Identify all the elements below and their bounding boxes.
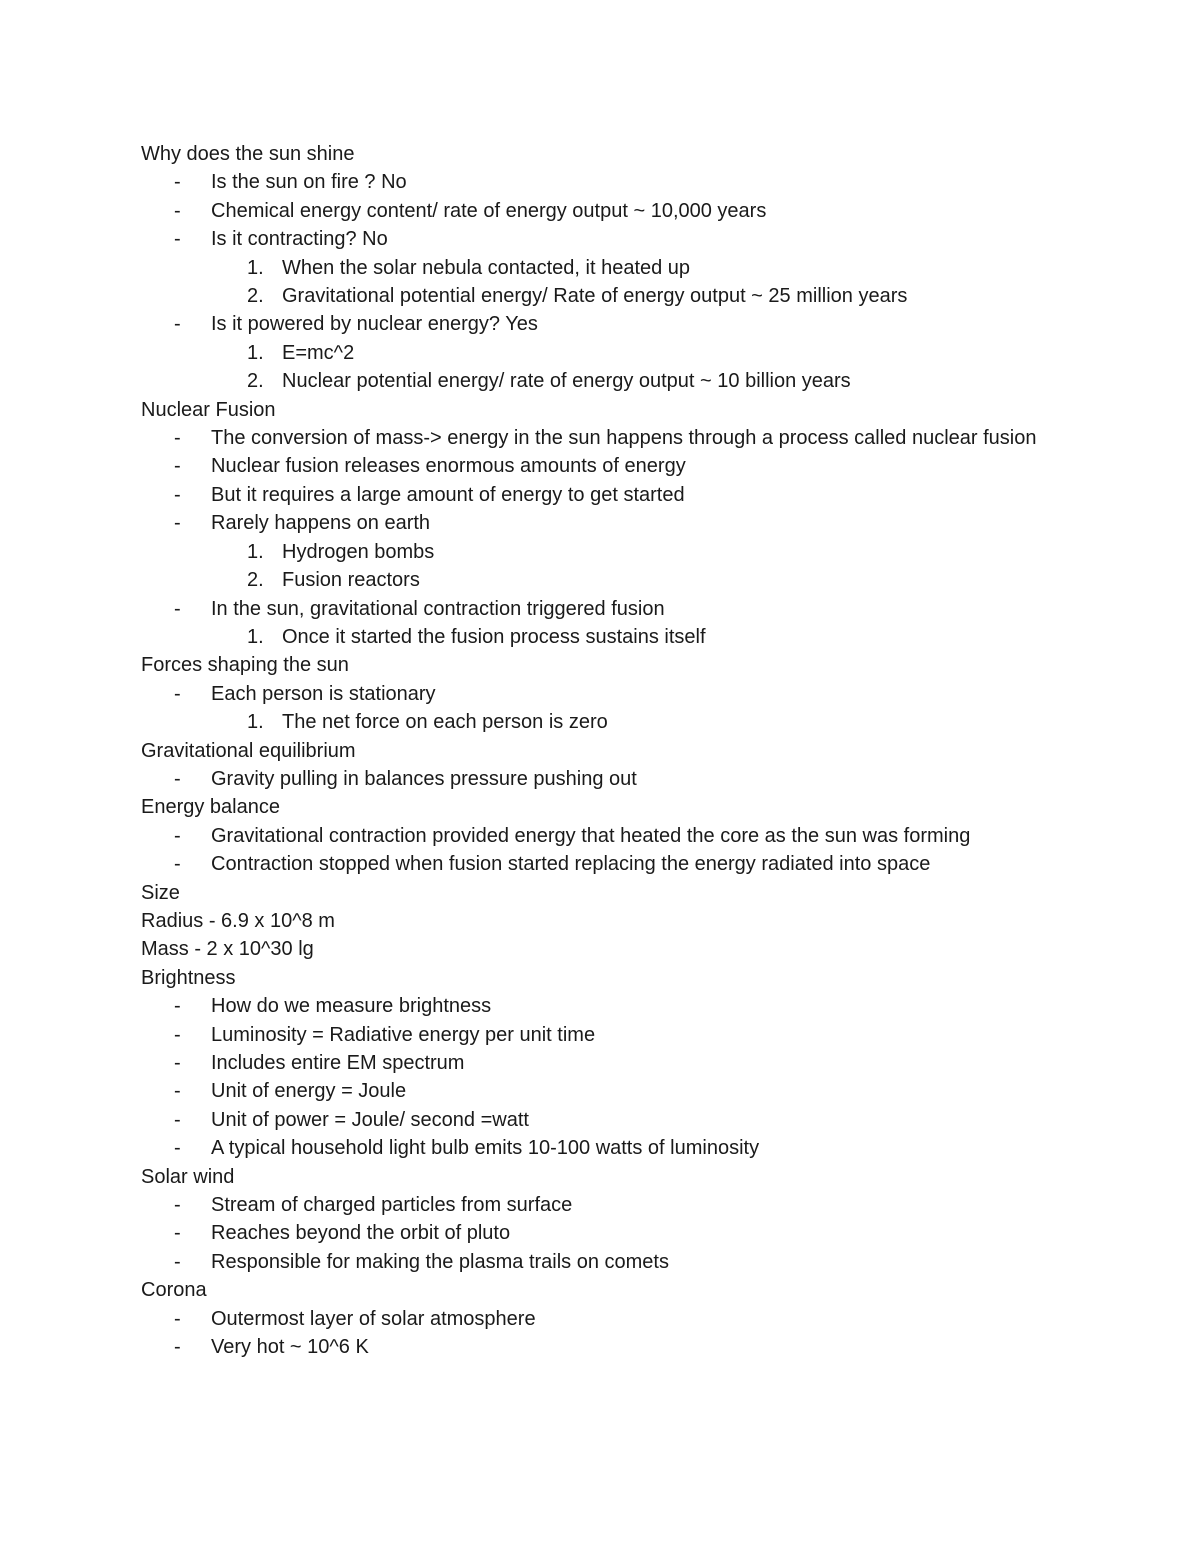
numbered-item: [141, 339, 1061, 367]
bullet-item: [141, 1021, 1061, 1049]
bullet-dash: -: [174, 597, 181, 620]
section-heading: Energy balance: [141, 796, 280, 819]
numbered-text: Once it started the fusion process sustains itself: [282, 625, 706, 648]
bullet-dash: -: [174, 1137, 181, 1160]
numbered-item: [141, 566, 1061, 594]
numbered-text: Gravitational potential energy/ Rate of energy output ~ 25 million years: [282, 285, 908, 308]
bullet-item: [141, 1248, 1061, 1276]
bullet-text: In the sun, gravitational contraction triggered fusion: [211, 597, 665, 620]
numbered-item: [141, 708, 1061, 736]
numbered-text: E=mc^2: [282, 341, 355, 364]
bullet-item: [141, 595, 1061, 623]
bullet-item: [141, 481, 1061, 509]
bullet-item: [141, 1333, 1061, 1361]
numbered-text: The net force on each person is zero: [282, 711, 608, 734]
bullet-dash: -: [174, 1052, 181, 1074]
item-number: 1.: [247, 625, 264, 648]
bullet-dash: -: [174, 1250, 181, 1273]
numbered-text: When the solar nebula contacted, it heated up: [282, 256, 691, 279]
item-number: 1.: [247, 341, 264, 364]
bullet-dash: -: [174, 767, 181, 790]
bullet-item: [141, 1191, 1061, 1219]
bullet-dash: -: [174, 1080, 181, 1103]
bullet-text: Very hot ~ 10^6 K: [211, 1336, 369, 1359]
bullet-dash: -: [174, 427, 181, 450]
bullet-item: [141, 225, 1061, 253]
bullet-text: Unit of energy = Joule: [211, 1080, 407, 1103]
section-heading: Corona: [141, 1279, 207, 1302]
item-number: 2.: [247, 370, 264, 393]
bullet-dash: -: [174, 1108, 181, 1131]
bullet-dash: -: [174, 1222, 181, 1245]
bullet-item: [141, 765, 1061, 793]
bullet-dash: -: [174, 853, 181, 876]
bullet-text: Gravity pulling in balances pressure pushing out: [211, 767, 637, 790]
bullet-text: Is it contracting? No: [211, 228, 388, 251]
bullet-dash: -: [174, 995, 181, 1018]
section-heading: Solar wind: [141, 1165, 235, 1188]
bullet-text: The conversion of mass-> energy in the sun happens through a process called nuclear fusion: [211, 427, 1037, 450]
section-heading: Nuclear Fusion: [141, 398, 276, 421]
bullet-text: Includes entire EM spectrum: [211, 1052, 465, 1074]
bullet-dash: -: [174, 228, 181, 251]
bullet-item: [141, 822, 1061, 850]
bullet-text: Is the sun on fire ? No: [211, 171, 407, 194]
bullet-dash: -: [174, 1307, 181, 1330]
bullet-dash: -: [174, 199, 181, 222]
bullet-item: [141, 1305, 1061, 1333]
item-number: 1.: [247, 711, 264, 734]
numbered-item: [141, 538, 1061, 566]
section-heading: Size: [141, 881, 180, 904]
item-number: 1.: [247, 256, 264, 279]
bullet-dash: -: [174, 171, 181, 194]
bullet-text: Rarely happens on earth: [211, 512, 431, 535]
bullet-item: [141, 680, 1061, 708]
numbered-item: [141, 623, 1061, 651]
bullet-dash: -: [174, 1336, 181, 1359]
bullet-text: Reaches beyond the orbit of pluto: [211, 1222, 511, 1245]
bullet-dash: -: [174, 313, 181, 336]
bullet-text: Gravitational contraction provided energy that heated the core as the sun was forming: [211, 824, 971, 847]
bullet-text: Stream of charged particles from surface: [211, 1194, 573, 1217]
section-heading: Gravitational equilibrium: [141, 739, 356, 762]
bullet-dash: -: [174, 1023, 181, 1046]
bullet-text: Outermost layer of solar atmosphere: [211, 1307, 536, 1330]
item-number: 2.: [247, 285, 264, 308]
numbered-item: [141, 254, 1061, 282]
bullet-item: [141, 424, 1061, 452]
bullet-item: [141, 168, 1061, 196]
numbered-text: Nuclear potential energy/ rate of energy output ~ 10 billion years: [282, 370, 851, 393]
bullet-text: Responsible for making the plasma trails on comets: [211, 1250, 669, 1273]
bullet-text: Is it powered by nuclear energy? Yes: [211, 313, 538, 336]
numbered-item: [141, 367, 1061, 395]
bullet-item: [141, 992, 1061, 1020]
bullet-item: [141, 1219, 1061, 1247]
bullet-dash: -: [174, 1194, 181, 1217]
bullet-text: A typical household light bulb emits 10-100 watts of luminosity: [211, 1137, 760, 1160]
bullet-dash: -: [174, 824, 181, 847]
bullet-item: [141, 1134, 1061, 1162]
numbered-text: Fusion reactors: [282, 569, 420, 592]
section-heading: Radius - 6.9 x 10^8 m: [141, 909, 335, 932]
bullet-text: Chemical energy content/ rate of energy output ~ 10,000 years: [211, 199, 767, 222]
item-number: 2.: [247, 569, 264, 592]
bullet-item: [141, 1049, 1061, 1077]
section-heading: Why does the sun shine: [141, 143, 355, 165]
bullet-text: Each person is stationary: [211, 682, 436, 705]
numbered-item: [141, 282, 1061, 310]
bullet-item: [141, 850, 1061, 878]
numbered-text: Hydrogen bombs: [282, 540, 435, 563]
bullet-item: [141, 1106, 1061, 1134]
bullet-item: [141, 197, 1061, 225]
bullet-text: Nuclear fusion releases enormous amounts of energy: [211, 455, 686, 478]
section-heading: Forces shaping the sun: [141, 654, 349, 677]
bullet-dash: -: [174, 455, 181, 478]
bullet-dash: -: [174, 512, 181, 535]
bullet-item: [141, 1077, 1061, 1105]
bullet-text: How do we measure brightness: [211, 995, 492, 1018]
item-number: 1.: [247, 540, 264, 563]
bullet-dash: -: [174, 682, 181, 705]
document-body: [141, 140, 1061, 1361]
bullet-item: [141, 509, 1061, 537]
bullet-text: But it requires a large amount of energy to get started: [211, 483, 685, 506]
section-heading: Brightness: [141, 966, 236, 989]
bullet-dash: -: [174, 483, 181, 506]
bullet-item: [141, 310, 1061, 338]
bullet-text: Luminosity = Radiative energy per unit time: [211, 1023, 596, 1046]
bullet-text: Contraction stopped when fusion started replacing the energy radiated into space: [211, 853, 931, 876]
bullet-text: Unit of power = Joule/ second =watt: [211, 1108, 529, 1131]
bullet-item: [141, 452, 1061, 480]
section-heading: Mass - 2 x 10^30 lg: [141, 938, 314, 961]
